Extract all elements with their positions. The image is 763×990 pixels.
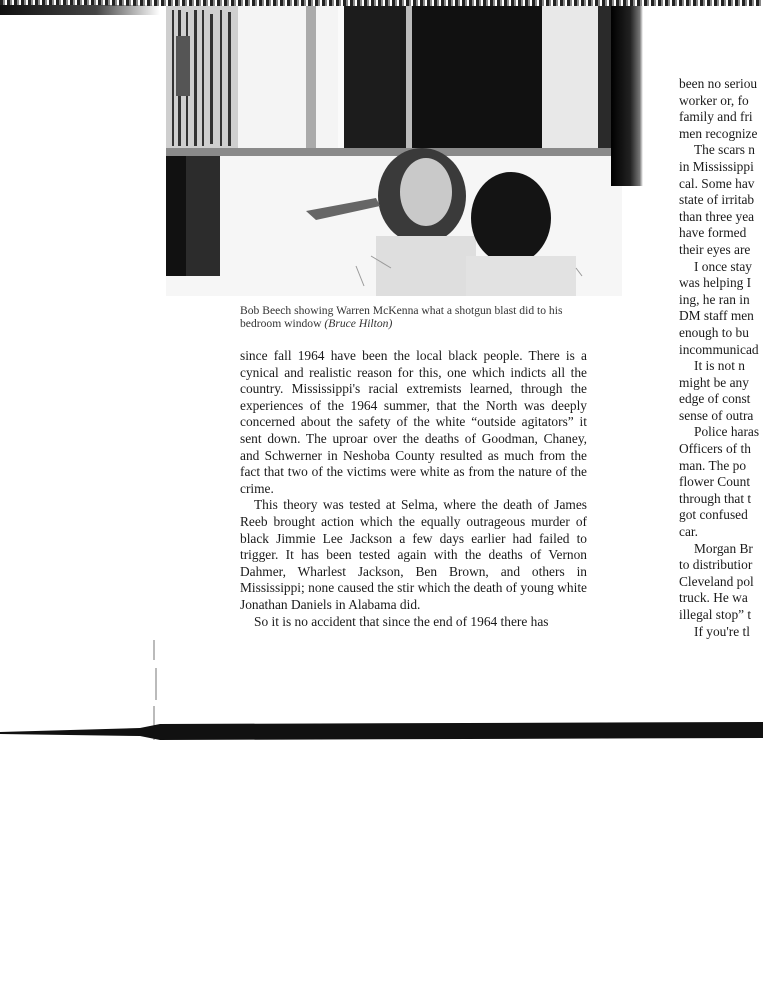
text-line: their eyes are [679, 241, 751, 257]
scan-bottom-edge [0, 722, 763, 740]
text-line: Police haras [694, 424, 760, 440]
text-line: man. The po [679, 457, 747, 473]
text-line: Morgan Br [694, 540, 753, 556]
text-line: family and fri [679, 109, 753, 125]
text-line: cal. Some hav [679, 175, 755, 191]
text-line: edge of const [679, 391, 751, 407]
text-line: If you're tl [694, 623, 750, 639]
text-line: in Mississippi [679, 158, 754, 174]
left-text-column [240, 348, 587, 630]
scan-shadow-top-left [0, 5, 160, 15]
text-line: been no seriou [679, 76, 758, 91]
text-line: DM staff men [679, 308, 754, 324]
text-line: state of irritab [679, 192, 755, 208]
text-line: enough to bu [679, 324, 749, 340]
text-line: It is not n [694, 358, 745, 374]
text-line: flower Count [679, 474, 751, 490]
text-line: car. [679, 524, 698, 540]
text-line: was helping I [679, 275, 752, 291]
text-line: truck. He wa [679, 590, 748, 606]
photo-image [166, 6, 622, 296]
text-line: Cleveland pol [679, 573, 754, 589]
right-text-column [679, 76, 763, 640]
paragraph: So it is no accident that since the end of 1964 there has [254, 613, 549, 629]
photo-caption [240, 304, 590, 330]
text-line: incommunicad [679, 341, 759, 357]
caption-text: Bob Beech showing Warren McKenna what a shotgun blast did to his bedroom window [240, 304, 563, 330]
text-line: have formed [679, 225, 747, 241]
text-line: ing, he ran in [679, 291, 750, 307]
text-line: illegal stop” t [679, 607, 752, 622]
text-line: worker or, fo [679, 92, 749, 108]
paragraph: since fall 1964 have been the local black people. There is a cynical and realistic reason for this, one which indicts all the country. Mississippi's racial extremists learned, through the experiences of the 1964 summer, that the North was deeply concerned about the safety of the white “outside agitators” it sent down. The uproar over the deaths of Goodman, Chaney, and Schwerner in Neshoba County resulted as much from the fact that two of the victims were white as from the nature of the crime. [240, 348, 587, 496]
text-line: Officers of th [679, 441, 751, 457]
caption-credit: (Bruce Hilton) [324, 317, 393, 330]
text-line: through that t [679, 490, 752, 506]
text-line: to distributior [679, 557, 753, 573]
text-line: The scars n [694, 142, 755, 158]
page-gutter-shadow [611, 6, 643, 186]
text-line: I once stay [694, 258, 753, 274]
text-line: got confused [679, 507, 748, 523]
photo [166, 6, 622, 296]
text-line: might be any [679, 374, 749, 390]
paragraph: This theory was tested at Selma, where the death of James Reeb brought action which the equally outrageous murder of black Jimmie Lee Jackson a few days earlier had failed to trigger. It has been tested again with the deaths of Vernon Dahmer, Wharlest Jackson, Ben Brown, and others in Mississippi; none caused the stir which the death of young white Jonathan Daniels in Alabama did. [240, 497, 587, 612]
text-line: men recognize [679, 125, 758, 141]
text-line: than three yea [679, 208, 755, 224]
text-line: sense of outra [679, 407, 754, 423]
